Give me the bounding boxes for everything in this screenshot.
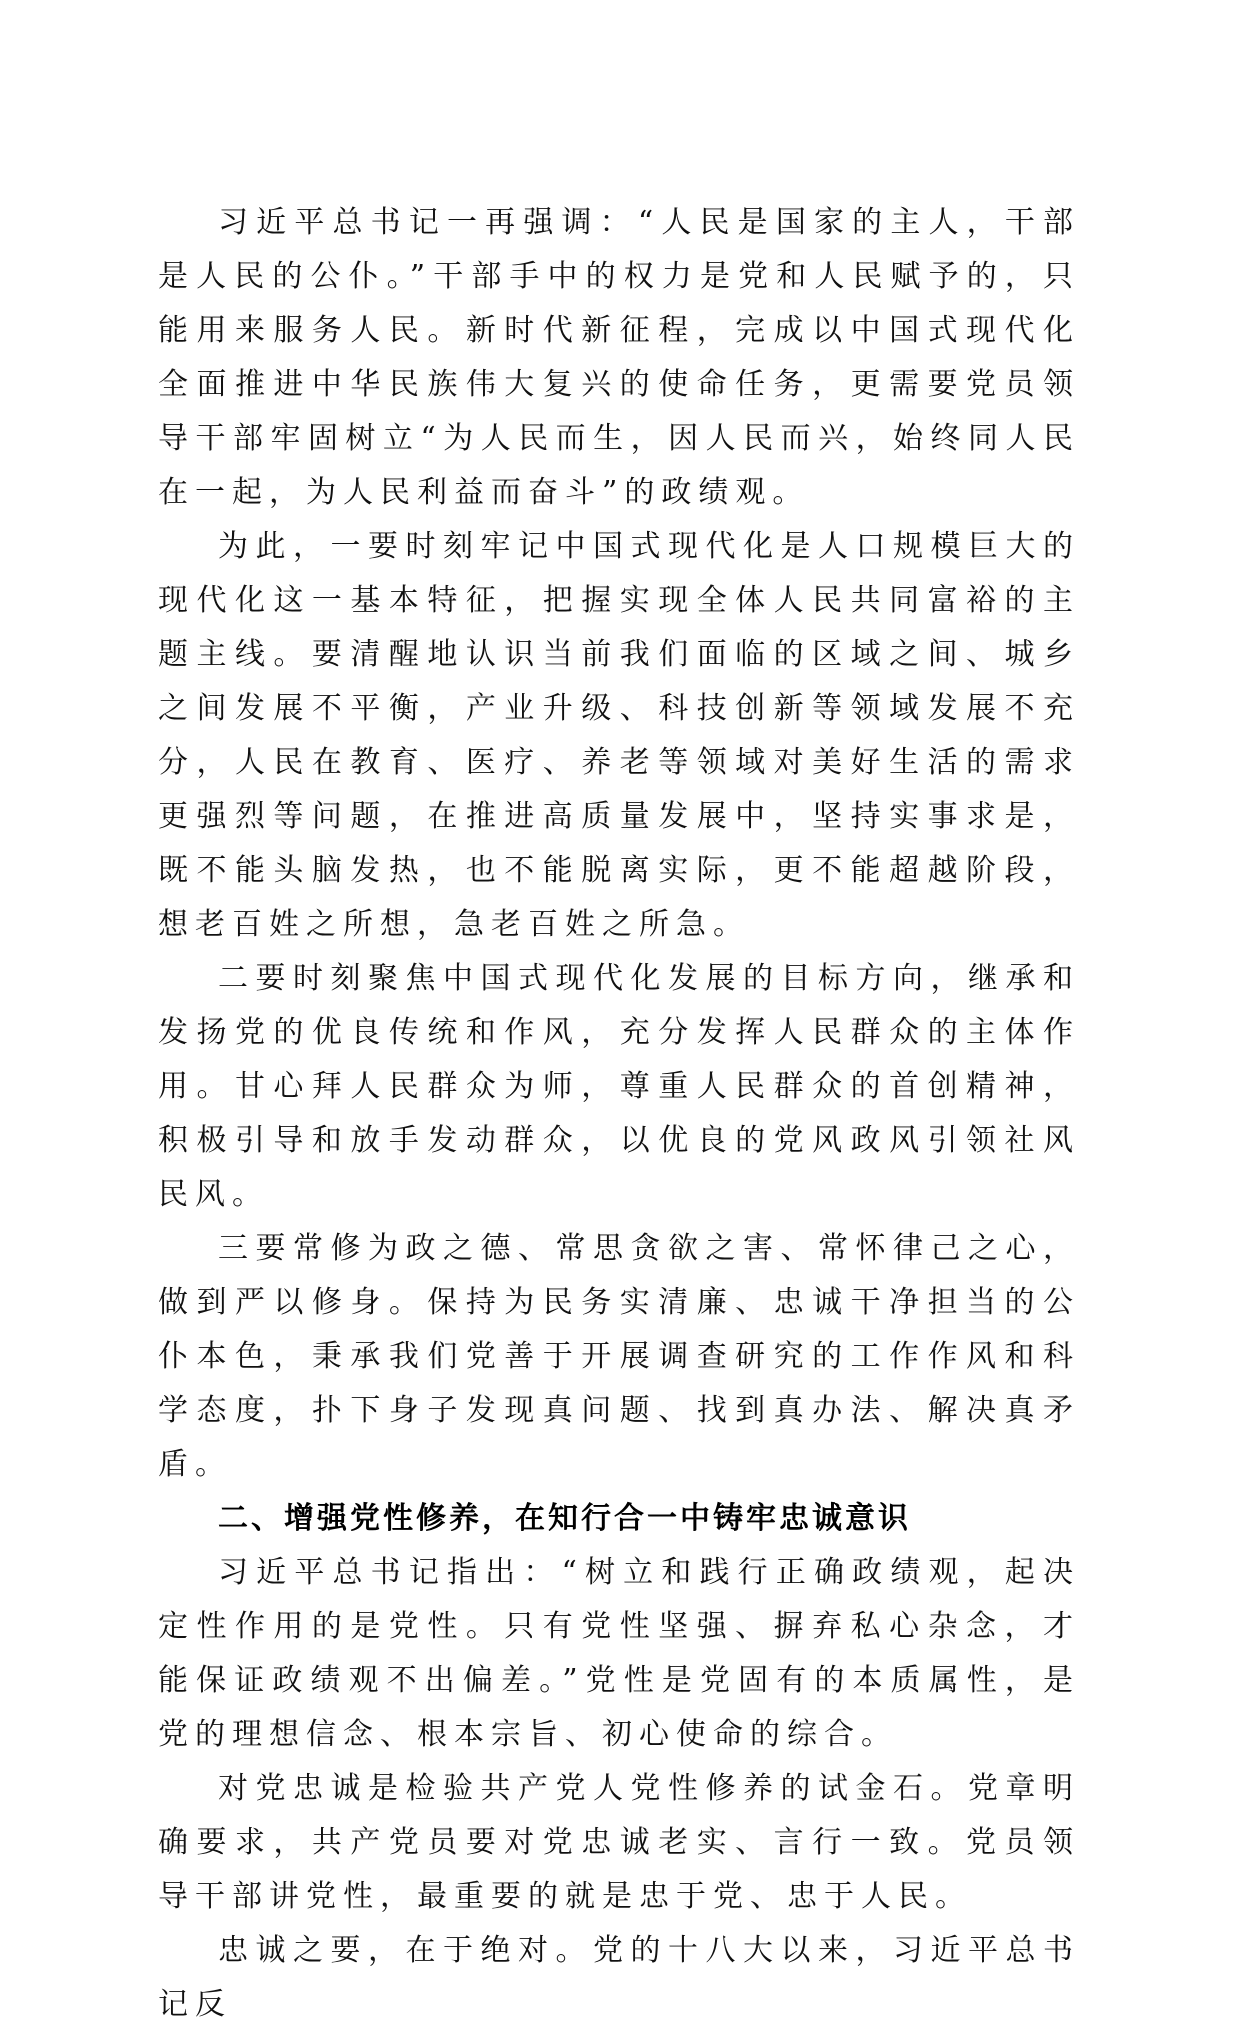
paragraph-point-two: 二要时刻聚焦中国式现代化发展的目标方向，继承和发扬党的优良传统和作风，充分发挥人民群众的主体作用。甘心拜人民群众为师，尊重人民群众的首创精神，积极引导和放手发动群众，以优良的党风政风引领社风民风。 (158, 961, 1080, 1212)
paragraph-loyalty: 对党忠诚是检验共产党人党性修养的试金石。党章明确要求，共产党员要对党忠诚老实、言行一致。党员领导干部讲党性，最重要的就是忠于党、忠于人民。 (158, 1771, 1080, 1914)
paragraph-people-servants: 习近平总书记一再强调：“人民是国家的主人，干部是人民的公仆。”干部手中的权力是党和人民赋予的，只能用来服务人民。新时代新征程，完成以中国式现代化全面推进中华民族伟大复兴的使命任务，更需要党员领导干部牢固树立“为人民而生，因人民而兴，始终同人民在一起，为人民利益而奋斗”的政绩观。 (158, 205, 1080, 510)
paragraph-party-spirit: 习近平总书记指出：“树立和践行正确政绩观，起决定性作用的是党性。只有党性坚强、摒弃私心杂念，才能保证政绩观不出偏差。”党性是党固有的本质属性，是党的理想信念、根本宗旨、初心使命的综合。 (158, 1555, 1080, 1752)
paragraph-point-three: 三要常修为政之德、常思贪欲之害、常怀律己之心，做到严以修身。保持为民务实清廉、忠诚干净担当的公仆本色，秉承我们党善于开展调查研究的工作作风和科学态度，扑下身子发现真问题、找到真办法、解决真矛盾。 (158, 1231, 1080, 1482)
section-heading: 二、增强党性修养，在知行合一中铸牢忠诚意识 (218, 1501, 911, 1536)
paragraph-point-one: 为此，一要时刻牢记中国式现代化是人口规模巨大的现代化这一基本特征，把握实现全体人民共同富裕的主题主线。要清醒地认识当前我们面临的区域之间、城乡之间发展不平衡，产业升级、科技创新等领域发展不充分，人民在教育、医疗、养老等领域对美好生活的需求更强烈等问题，在推进高质量发展中，坚持实事求是，既不能头脑发热，也不能脱离实际，更不能超越阶段，想老百姓之所想，急老百姓之所急。 (158, 529, 1080, 942)
document-body (158, 196, 1080, 2032)
paragraph-absolute-loyalty: 忠诚之要，在于绝对。党的十八大以来，习近平总书记反 (158, 1933, 1080, 2022)
